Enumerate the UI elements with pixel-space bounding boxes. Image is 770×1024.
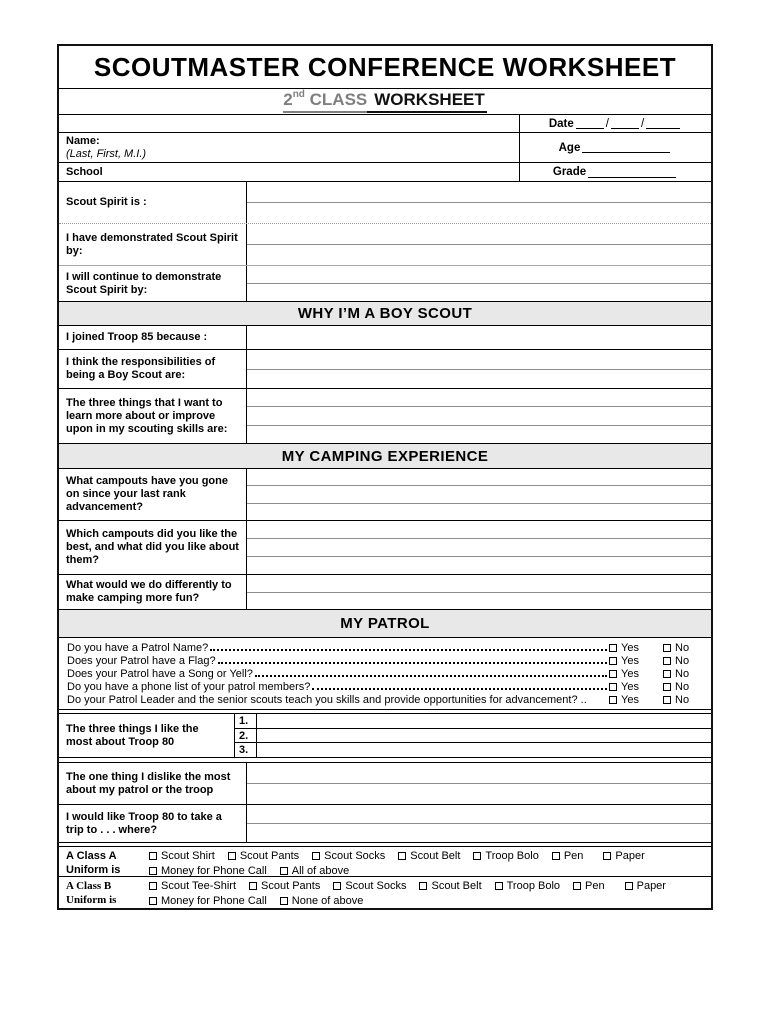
write-line[interactable] (247, 266, 711, 284)
write-line[interactable] (247, 326, 711, 349)
checkbox-icon[interactable] (663, 683, 671, 691)
checkbox-icon[interactable] (280, 867, 288, 875)
question-row-joined-troop (59, 325, 711, 349)
worksheet-form (57, 44, 713, 910)
question-row-learn-improve (59, 388, 711, 443)
write-line[interactable] (247, 426, 711, 443)
class-a-options (147, 847, 711, 876)
checkbox-icon[interactable] (149, 852, 157, 860)
question-row-demonstrated-spirit (59, 223, 711, 265)
yes-label: Yes (621, 694, 639, 706)
yes-option[interactable] (609, 668, 663, 680)
write-line[interactable] (257, 743, 711, 757)
date-month-blank[interactable] (576, 118, 604, 129)
write-line[interactable] (247, 763, 711, 784)
question-text: Do your Patrol Leader and the senior scouts teach you skills and provide opportunities for advancement? .. (67, 694, 587, 706)
patrol-question (67, 694, 703, 707)
write-line[interactable] (257, 729, 711, 743)
write-line[interactable] (247, 557, 711, 574)
yes-option[interactable] (609, 694, 663, 706)
question-label: I have demonstrated Scout Spirit by: (59, 224, 247, 265)
option-label: Scout Belt (431, 880, 482, 892)
line-number: 3. (235, 743, 257, 757)
option-label: Scout Socks (345, 880, 407, 892)
question-label: Scout Spirit is : (59, 182, 247, 223)
no-option[interactable] (663, 655, 703, 667)
no-label: No (675, 681, 690, 693)
write-line[interactable] (257, 714, 711, 728)
name-hint: (Last, First, M.I.) (66, 148, 147, 160)
write-line[interactable] (247, 370, 711, 389)
option-label: Scout Socks (324, 850, 386, 862)
question-text: Do you have a phone list of your patrol members? (67, 681, 311, 693)
write-line[interactable] (247, 593, 711, 610)
checkbox-icon[interactable] (573, 882, 581, 890)
section-title: MY CAMPING EXPERIENCE (281, 447, 489, 465)
section-title: MY PATROL (340, 615, 430, 632)
question-label: I will continue to demonstrate Scout Spirit by: (59, 266, 247, 301)
dotted-leader (312, 688, 607, 690)
subtitle-class-part (283, 90, 367, 113)
answer-area (247, 575, 711, 609)
no-label: No (675, 642, 690, 654)
answer-area (235, 714, 711, 757)
uniform-option[interactable] (419, 880, 481, 892)
yes-option[interactable] (609, 655, 663, 667)
write-line[interactable] (247, 539, 711, 557)
question-row-trip (59, 804, 711, 842)
option-label: Pen (563, 850, 584, 862)
checkbox-icon[interactable] (663, 696, 671, 704)
checkbox-icon[interactable] (609, 696, 617, 704)
question-label: I joined Troop 85 because : (59, 326, 247, 349)
subtitle-ordinal: nd (292, 89, 305, 101)
question-label: The three things I like the most about Troop 80 (59, 714, 235, 757)
question-label: What campouts have you gone on since your last rank advancement? (59, 469, 247, 520)
checkbox-icon[interactable] (663, 657, 671, 665)
patrol-questions-block (59, 637, 711, 709)
checkbox-icon[interactable] (663, 670, 671, 678)
answer-area (247, 326, 711, 349)
checkbox-icon[interactable] (609, 657, 617, 665)
uniform-option[interactable] (552, 850, 584, 862)
school-row (59, 162, 711, 181)
checkbox-icon[interactable] (228, 852, 236, 860)
uniform-option[interactable] (495, 880, 560, 892)
write-line[interactable] (247, 784, 711, 804)
class-a-label-line2: Uniform is (66, 864, 121, 876)
yes-option[interactable] (609, 642, 663, 654)
option-label: Paper (615, 850, 645, 862)
name-row (59, 132, 711, 162)
write-line[interactable] (247, 350, 711, 370)
answer-area (247, 266, 711, 301)
write-line[interactable] (247, 224, 711, 245)
uniform-option[interactable] (573, 880, 605, 892)
line-number: 1. (235, 714, 257, 728)
question-row-three-likes (59, 713, 711, 757)
uniform-option[interactable] (149, 850, 215, 862)
answer-area (247, 469, 711, 520)
write-line[interactable] (247, 182, 711, 203)
name-field[interactable] (59, 133, 519, 162)
question-row-continue-spirit (59, 265, 711, 301)
question-row-dislike (59, 762, 711, 804)
question-row-responsibilities (59, 349, 711, 388)
question-text: Do you have a Patrol Name? (67, 642, 209, 654)
checkbox-icon[interactable] (149, 867, 157, 875)
no-label: No (675, 694, 690, 706)
class-a-uniform-row (59, 846, 711, 876)
question-label: Which campouts did you like the best, and what did you like about them? (59, 521, 247, 574)
yes-label: Yes (621, 655, 639, 667)
date-row-empty (59, 115, 519, 132)
no-label: No (675, 655, 690, 667)
checkbox-icon[interactable] (609, 670, 617, 678)
answer-area (247, 521, 711, 574)
option-label: Pen (585, 880, 605, 892)
checkbox-icon[interactable] (609, 644, 617, 652)
uniform-option[interactable] (228, 850, 299, 862)
checkbox-icon[interactable] (603, 852, 611, 860)
line-number: 2. (235, 729, 257, 743)
uniform-option[interactable] (280, 895, 364, 907)
no-option[interactable] (663, 668, 703, 680)
option-label: Paper (636, 880, 666, 892)
grade-label: Grade (552, 166, 587, 178)
subtitle-class-word: CLASS (309, 90, 368, 109)
class-b-label (59, 877, 147, 908)
question-label: The three things that I want to learn more about or improve upon in my scouting skills are: (59, 389, 247, 443)
name-label: Name: (66, 135, 100, 147)
question-row-camping-fun (59, 574, 711, 609)
write-line[interactable] (247, 284, 711, 301)
school-label: School (66, 165, 103, 178)
yes-label: Yes (621, 681, 639, 693)
checkbox-icon[interactable] (495, 882, 503, 890)
no-option[interactable] (663, 694, 703, 706)
yes-label: Yes (621, 668, 639, 680)
no-option[interactable] (663, 681, 703, 693)
date-day-blank[interactable] (611, 118, 639, 129)
section-header-patrol (59, 609, 711, 637)
subtitle-number: 2 (283, 90, 293, 109)
subtitle-worksheet-word: WORKSHEET (367, 90, 487, 113)
question-label: I think the responsibilities of being a Boy Scout are: (59, 350, 247, 388)
uniform-option[interactable] (312, 850, 385, 862)
question-label: What would we do differently to make camping more fun? (59, 575, 247, 609)
answer-area (247, 389, 711, 443)
uniform-option[interactable] (149, 880, 236, 892)
write-line[interactable] (247, 407, 711, 425)
option-label: Money for Phone Call (161, 895, 267, 907)
uniform-option[interactable] (625, 880, 666, 892)
numbered-line (235, 729, 711, 744)
checkbox-icon[interactable] (473, 852, 481, 860)
option-label: None of above (291, 895, 364, 907)
write-line[interactable] (247, 805, 711, 824)
option-label: Scout Pants (239, 850, 300, 862)
checkbox-icon[interactable] (552, 852, 560, 860)
option-label: Troop Bolo (506, 880, 561, 892)
question-label: The one thing I dislike the most about my patrol or the troop (59, 763, 247, 804)
write-line[interactable] (247, 389, 711, 407)
date-slash: / (605, 117, 609, 130)
uniform-option[interactable] (473, 850, 538, 862)
checkbox-icon[interactable] (333, 882, 341, 890)
write-line[interactable] (247, 469, 711, 486)
uniform-option[interactable] (333, 880, 406, 892)
uniform-option[interactable] (280, 865, 349, 876)
dotted-leader (218, 662, 607, 664)
checkbox-icon[interactable] (149, 897, 157, 905)
date-field (519, 115, 711, 132)
option-label: Scout Shirt (161, 850, 215, 862)
checkbox-icon[interactable] (419, 882, 427, 890)
class-b-label-line2: Uniform is (66, 894, 117, 906)
answer-area (247, 763, 711, 804)
yes-label: Yes (621, 642, 639, 654)
checkbox-icon[interactable] (249, 882, 257, 890)
checkbox-icon[interactable] (149, 882, 157, 890)
grade-field (519, 163, 711, 181)
numbered-line (235, 714, 711, 729)
page-title: SCOUTMASTER CONFERENCE WORKSHEET (93, 51, 677, 82)
option-label: Scout Tee-Shirt (161, 880, 237, 892)
write-line[interactable] (247, 575, 711, 593)
age-label: Age (558, 141, 581, 154)
uniform-option[interactable] (149, 865, 267, 876)
checkbox-icon[interactable] (398, 852, 406, 860)
grade-blank[interactable] (588, 167, 676, 178)
no-label: No (675, 668, 690, 680)
patrol-question (67, 668, 703, 681)
class-b-options (147, 877, 711, 908)
date-label: Date (548, 117, 574, 130)
question-row-campouts-gone (59, 468, 711, 520)
checkbox-icon[interactable] (312, 852, 320, 860)
question-text: Does your Patrol have a Flag? (67, 655, 216, 667)
option-label: All of above (291, 865, 350, 876)
uniform-option[interactable] (249, 880, 320, 892)
date-slash: / (640, 117, 645, 130)
no-option[interactable] (663, 642, 703, 654)
page-title-row (59, 46, 711, 88)
class-b-label-line1: A Class B (66, 880, 112, 892)
patrol-question (67, 642, 703, 655)
uniform-option[interactable] (398, 850, 460, 862)
dotted-leader (255, 675, 607, 677)
section-title: WHY I’M A BOY SCOUT (297, 305, 473, 322)
answer-area (247, 182, 711, 223)
date-row (59, 114, 711, 132)
class-b-uniform-row (59, 876, 711, 908)
date-year-blank[interactable] (646, 118, 680, 129)
section-header-boy-scout (59, 301, 711, 325)
option-label: Scout Pants (261, 880, 321, 892)
uniform-option[interactable] (149, 895, 267, 907)
checkbox-icon[interactable] (280, 897, 288, 905)
numbered-line (235, 743, 711, 757)
checkbox-icon[interactable] (609, 683, 617, 691)
answer-area (247, 224, 711, 265)
option-label: Money for Phone Call (161, 865, 267, 876)
question-label: I would like Troop 80 to take a trip to . . . where? (59, 805, 247, 842)
dotted-leader (210, 649, 607, 651)
question-row-scout-spirit (59, 181, 711, 223)
option-label: Scout Belt (410, 850, 461, 862)
worksheet-subtitle (59, 88, 711, 114)
write-line[interactable] (247, 245, 711, 265)
answer-area (247, 350, 711, 388)
checkbox-icon[interactable] (663, 644, 671, 652)
write-line[interactable] (247, 824, 711, 842)
question-text: Does your Patrol have a Song or Yell? (67, 668, 253, 680)
school-field[interactable] (59, 164, 519, 181)
class-a-label (59, 847, 147, 876)
section-header-camping (59, 443, 711, 468)
class-a-label-line1: A Class A (66, 850, 117, 862)
patrol-question (67, 655, 703, 668)
patrol-question (67, 681, 703, 694)
write-line[interactable] (247, 504, 711, 520)
uniform-option[interactable] (603, 850, 644, 862)
answer-area (247, 805, 711, 842)
age-blank[interactable] (582, 142, 670, 153)
age-field (519, 133, 711, 162)
option-label: Troop Bolo (485, 850, 539, 862)
question-row-campouts-liked (59, 520, 711, 574)
write-line[interactable] (247, 486, 711, 503)
write-line[interactable] (247, 521, 711, 539)
checkbox-icon[interactable] (625, 882, 633, 890)
write-line[interactable] (247, 203, 711, 223)
yes-option[interactable] (609, 681, 663, 693)
